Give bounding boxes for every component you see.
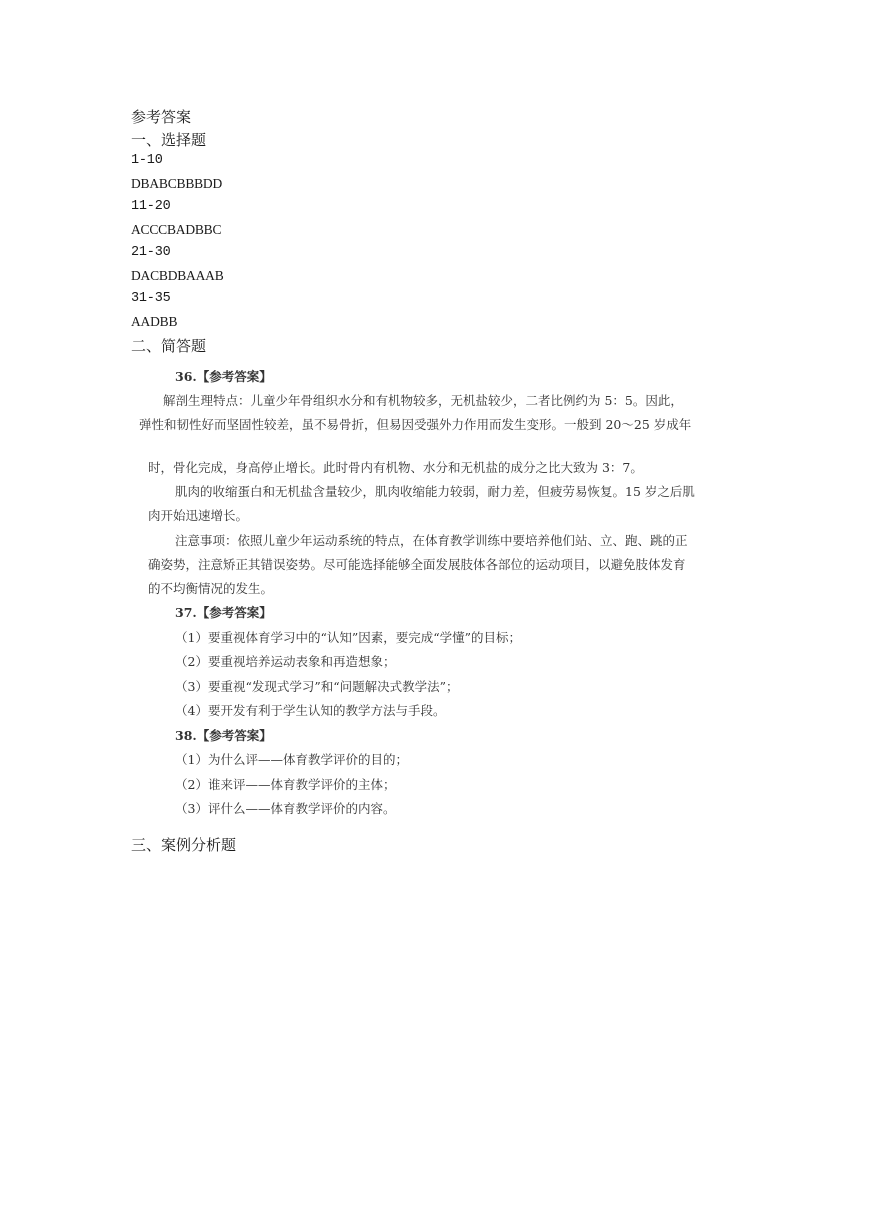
mc-range: 21-30 bbox=[131, 245, 171, 260]
answer-line: 时，骨化完成，身高停止增长。此时骨内有机物、水分和无机盐的成分之比大致为 3：7。 bbox=[148, 460, 643, 475]
question-heading: 37.【参考答案】 bbox=[175, 605, 272, 620]
mc-answers: AADBB bbox=[131, 314, 178, 329]
list-item: （2）谁来评——体育教学评价的主体； bbox=[175, 777, 396, 792]
answer-line: 弹性和韧性好而坚固性较差，虽不易骨折，但易因受强外力作用而发生变形。一般到 20～25 岁成年 bbox=[139, 417, 692, 432]
section-heading-choice: 一、选择题 bbox=[131, 131, 207, 149]
mc-range: 1-10 bbox=[131, 153, 163, 168]
mc-answers: DACBDBAAAB bbox=[131, 268, 224, 283]
answer-line: 肌肉的收缩蛋白和无机盐含量较少，肌肉收缩能力较弱，耐力差，但疲劳易恢复。15 岁之后肌 bbox=[175, 484, 695, 499]
question-heading: 38.【参考答案】 bbox=[175, 728, 272, 743]
mc-range: 11-20 bbox=[131, 199, 171, 214]
list-item: （4）要开发有利于学生认知的教学方法与手段。 bbox=[175, 703, 446, 718]
mc-answers: ACCCBADBBC bbox=[131, 222, 222, 237]
mc-range: 31-35 bbox=[131, 291, 171, 306]
list-item: （1）为什么评——体育教学评价的目的； bbox=[175, 752, 408, 767]
answer-line: 解剖生理特点：儿童少年骨组织水分和有机物较多，无机盐较少，二者比例约为 5：5。因此， bbox=[163, 393, 683, 408]
section-heading-short-answer: 二、简答题 bbox=[131, 337, 207, 355]
answer-line: 的不均衡情况的发生。 bbox=[148, 581, 274, 596]
mc-answers: DBABCBBBDD bbox=[131, 176, 223, 191]
answer-line: 肉开始迅速增长。 bbox=[148, 508, 249, 523]
list-item: （3）要重视“发现式学习”和“问题解决式教学法”； bbox=[175, 679, 459, 694]
list-item: （3）评什么——体育教学评价的内容。 bbox=[175, 801, 396, 816]
list-item: （2）要重视培养运动表象和再造想象； bbox=[175, 654, 396, 669]
answer-line: 确姿势，注意矫正其错误姿势。尽可能选择能够全面发展肢体各部位的运动项目，以避免肢体发育 bbox=[148, 557, 686, 572]
list-item: （1）要重视体育学习中的“认知”因素，要完成“学懂”的目标； bbox=[175, 630, 522, 645]
section-heading-case-analysis: 三、案例分析题 bbox=[131, 836, 237, 854]
question-heading: 36.【参考答案】 bbox=[175, 369, 272, 384]
doc-title: 参考答案 bbox=[131, 108, 192, 126]
answer-line: 注意事项：依照儿童少年运动系统的特点，在体育教学训练中要培养他们站、立、跑、跳的正 bbox=[175, 533, 688, 548]
